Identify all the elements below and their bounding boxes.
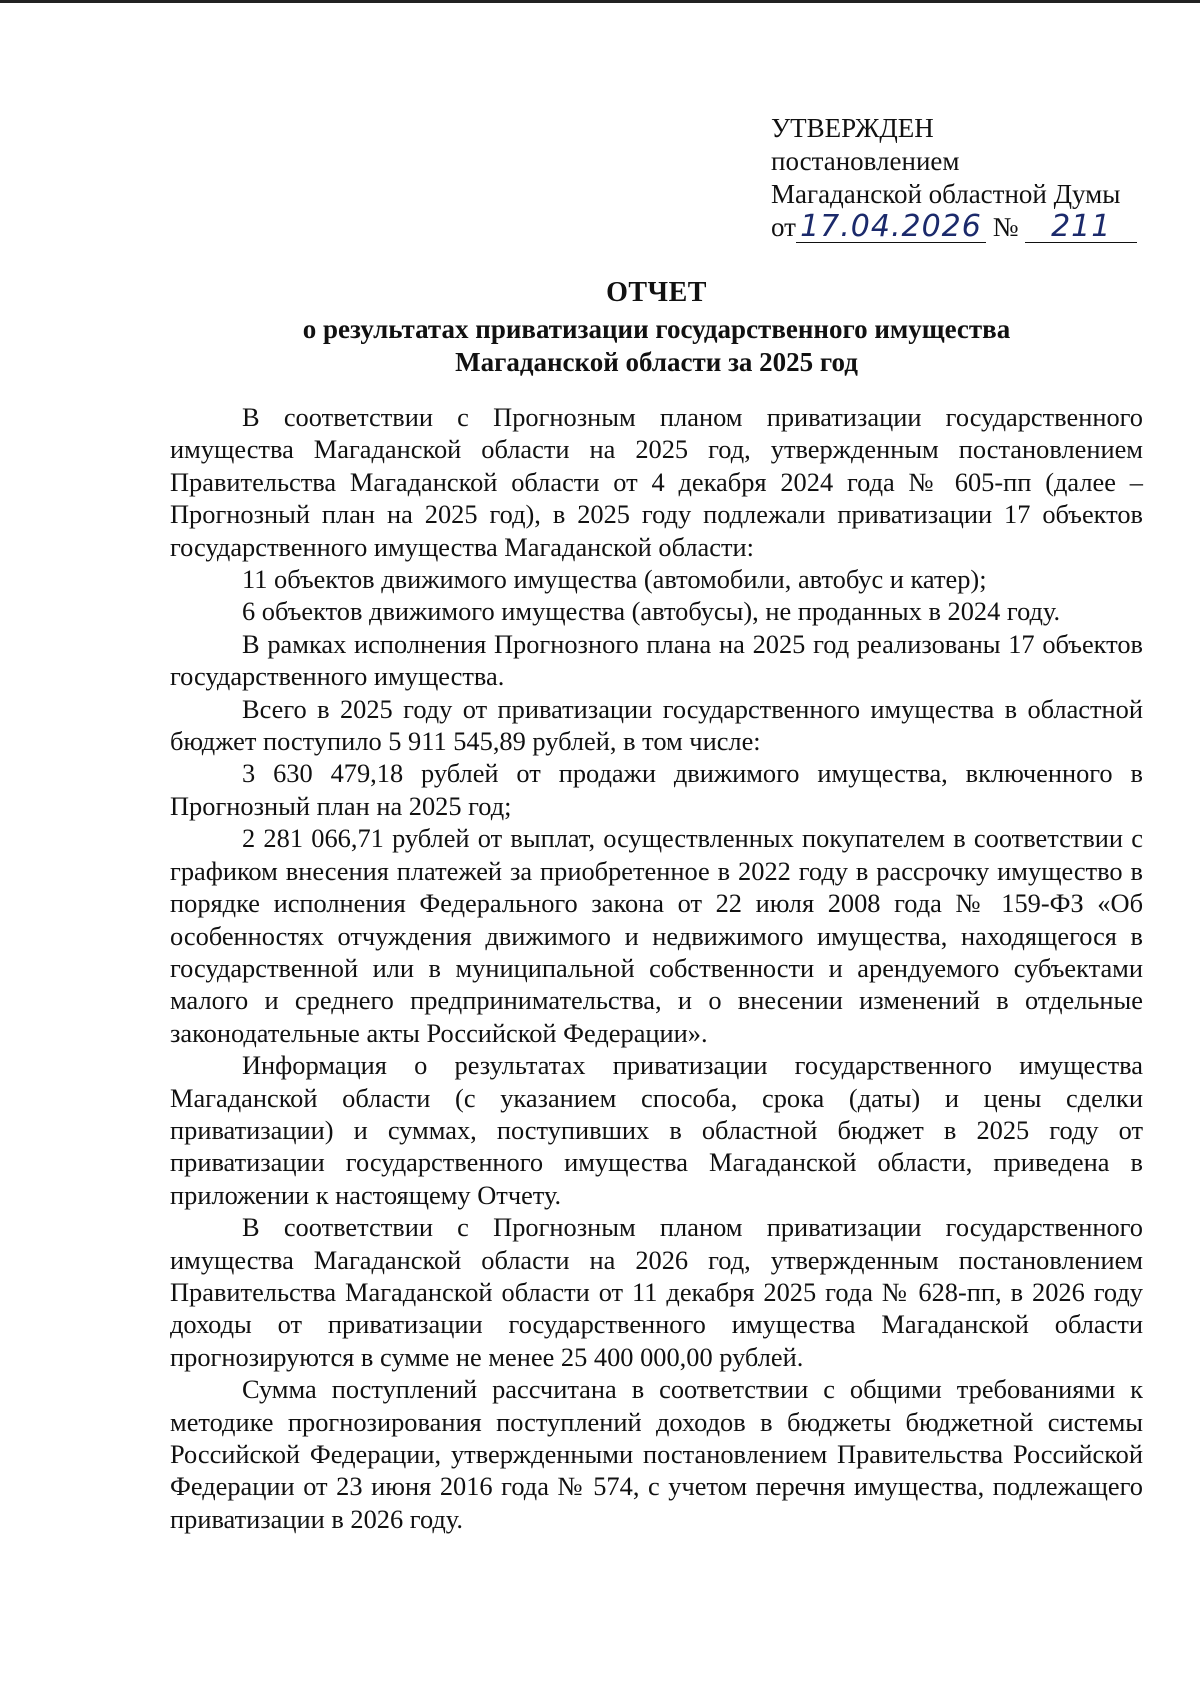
paragraph-2: 11 объектов движимого имущества (автомобили, автобус и катер); bbox=[242, 564, 987, 595]
approval-date-number-line bbox=[771, 211, 1151, 244]
paragraph-5: Всего в 2025 году от приватизации государственного имущества в областной бюджет поступило 5 911 545,89 рублей, в том числе: bbox=[170, 693, 1143, 757]
paragraph-3: 6 объектов движимого имущества (автобусы), не проданных в 2024 году. bbox=[242, 596, 1061, 627]
document-body bbox=[170, 401, 1143, 1535]
paragraph-10: Сумма поступлений рассчитана в соответствии с общими требованиями к методике прогнозирования поступлений доходов в бюджеты бюджетной системы Российской Федерации, утвержденными постановлением Правительства Российской Федерации от 23 июня 2016 года № 574, с учетом перечня имущества, подлежащего приватизации в 2026 году. bbox=[170, 1374, 1143, 1534]
paragraph-9: В соответствии с Прогнозным планом приватизации государственного имущества Магаданской области на 2026 год, утвержденным постановлением Правительства Магаданской области от 11 декабря 2025 года № 628-пп, в 2026 году доходы от приватизации государственного имущества Магаданской области прогнозируются в сумме не менее 25 400 000,00 рублей. bbox=[170, 1212, 1143, 1372]
approval-resolution: постановлением bbox=[771, 146, 960, 176]
paragraph-7: 2 281 066,71 рублей от выплат, осуществленных покупателем в соответствии с графиком внесения платежей за приобретенное в 2022 году в рассрочку имущество в порядке исполнения Федерального закона от 22 июля 2008 года № 159-ФЗ «Об особенностях отчуждения движимого и недвижимого имущества, находящегося в государственной или в муниципальной собственности и арендуемого субъектами малого и среднего предпринимательства, и о внесении изменений в отдельные законодательные акты Российской Федерации». bbox=[170, 823, 1143, 1048]
paragraph-8: Информация о результатах приватизации государственного имущества Магаданской области (с указанием способа, срока (даты) и цены сделки приватизации) и суммах, поступивших в областной бюджет в 2025 году от приватизации государственного имущества Магаданской области, приведена в приложении к настоящему Отчету. bbox=[170, 1050, 1143, 1210]
scan-top-edge bbox=[0, 0, 1200, 3]
approval-authority: Магаданской областной Думы bbox=[771, 179, 1121, 209]
handwritten-number: 211 bbox=[1025, 212, 1137, 243]
title-main: ОТЧЕТ bbox=[606, 277, 707, 308]
approval-stamp-block bbox=[771, 112, 1151, 244]
paragraph-4: В рамках исполнения Прогнозного плана на 2025 год реализованы 17 объектов государственного имущества. bbox=[170, 628, 1143, 692]
paragraph-6: 3 630 479,18 рублей от продажи движимого имущества, включенного в Прогнозный план на 2025 год; bbox=[170, 758, 1143, 821]
paragraph-1: В соответствии с Прогнозным планом приватизации государственного имущества Магаданской области на 2025 год, утвержденным постановлением Правительства Магаданской области от 4 декабря 2024 года № 605-пп (далее – Прогнозный план на 2025 год), в 2025 году подлежали приватизации 17 объектов государственного имущества Магаданской области: bbox=[170, 402, 1143, 562]
title-subtitle-2: Магаданской области за 2025 год bbox=[455, 347, 858, 377]
handwritten-date: 17.04.2026 bbox=[796, 212, 986, 243]
number-prefix: № bbox=[992, 212, 1019, 242]
approval-heading: УТВЕРЖДЕН bbox=[771, 113, 934, 143]
title-subtitle-1: о результатах приватизации государственного имущества bbox=[302, 314, 1011, 344]
date-prefix: от bbox=[771, 212, 796, 242]
document-title bbox=[170, 276, 1143, 379]
